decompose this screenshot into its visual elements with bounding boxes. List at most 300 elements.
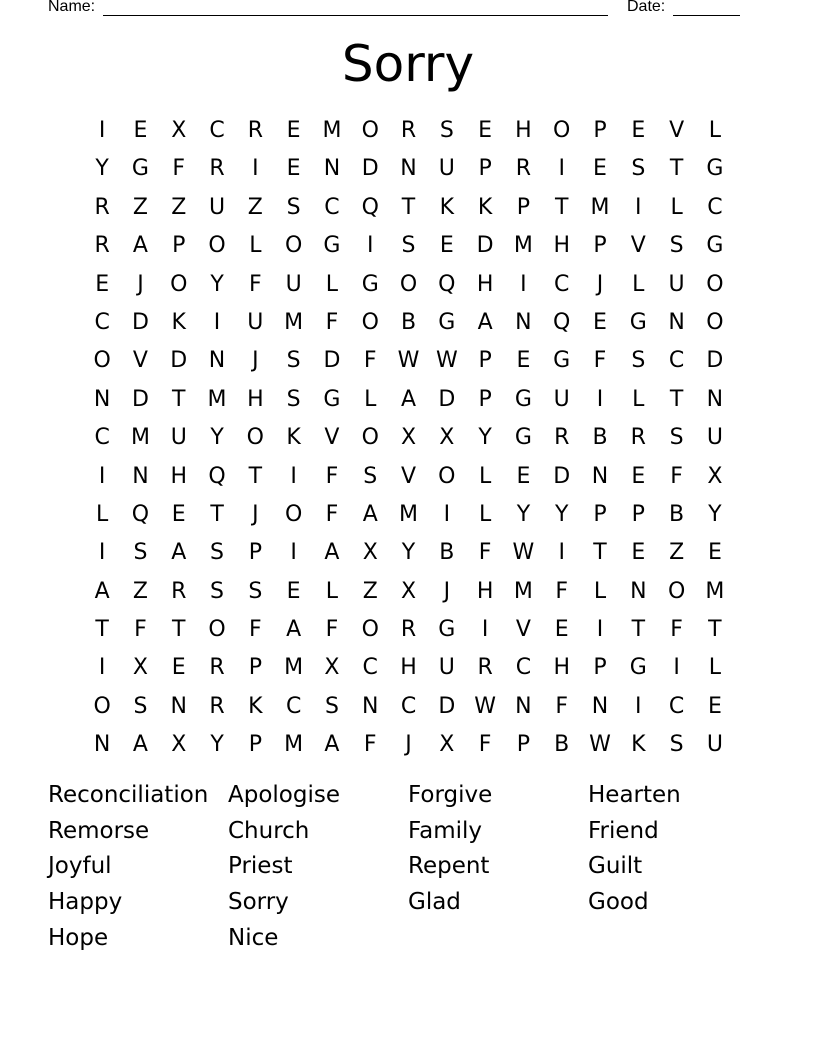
grid-letter[interactable]: A	[362, 501, 378, 527]
grid-letter[interactable]: F	[593, 348, 607, 374]
grid-letter[interactable]: D	[553, 463, 571, 489]
grid-letter[interactable]: H	[400, 655, 417, 681]
grid-letter[interactable]: S	[669, 233, 684, 259]
grid-letter[interactable]: Q	[361, 194, 379, 220]
grid-letter[interactable]: X	[362, 540, 378, 566]
grid-letter[interactable]: M	[513, 578, 533, 604]
grid-letter[interactable]: S	[669, 425, 684, 451]
grid-letter[interactable]: O	[208, 233, 226, 259]
grid-letter[interactable]: G	[438, 309, 456, 335]
grid-letter[interactable]: E	[286, 156, 301, 182]
grid-letter[interactable]: U	[208, 194, 226, 220]
grid-letter[interactable]: N	[515, 309, 532, 335]
grid-letter[interactable]: J	[252, 348, 259, 374]
grid-letter[interactable]: G	[629, 309, 647, 335]
grid-letter[interactable]: I	[596, 386, 604, 412]
grid-letter[interactable]: X	[400, 425, 417, 451]
grid-letter[interactable]: I	[596, 617, 604, 643]
grid-letter[interactable]: Z	[132, 194, 148, 220]
grid-letter[interactable]: R	[209, 655, 225, 681]
grid-letter[interactable]: E	[171, 655, 186, 681]
grid-letter[interactable]: F	[478, 540, 492, 566]
grid-letter[interactable]: O	[208, 617, 226, 643]
grid-letter[interactable]: O	[361, 309, 379, 335]
grid-letter[interactable]: F	[363, 348, 377, 374]
grid-letter[interactable]: P	[248, 655, 262, 681]
grid-row	[83, 342, 734, 380]
grid-letter[interactable]: T	[401, 194, 416, 220]
grid-letter[interactable]: F	[325, 501, 339, 527]
grid-letter[interactable]: I	[98, 118, 106, 143]
grid-letter[interactable]: S	[210, 578, 225, 604]
grid-letter[interactable]: E	[439, 233, 454, 259]
grid-letter[interactable]: W	[397, 348, 420, 374]
grid-letter[interactable]: D	[438, 386, 456, 412]
grid-letter[interactable]: H	[247, 386, 264, 412]
grid-letter[interactable]: F	[172, 156, 186, 182]
grid-letter[interactable]: Z	[132, 578, 148, 604]
grid-letter[interactable]: T	[669, 156, 684, 182]
grid-letter[interactable]: I	[558, 156, 565, 182]
grid-letter[interactable]: Q	[438, 271, 456, 297]
grid-letter[interactable]: O	[361, 118, 379, 143]
grid-letter[interactable]: P	[593, 233, 607, 259]
grid-letter[interactable]: P	[593, 655, 607, 681]
grid-letter[interactable]: N	[400, 156, 417, 182]
grid-letter[interactable]: L	[708, 655, 722, 681]
grid-letter[interactable]: D	[131, 386, 149, 412]
grid-letter[interactable]: N	[170, 693, 187, 719]
grid-letter[interactable]: L	[593, 578, 607, 604]
grid-letter[interactable]: G	[323, 233, 341, 259]
grid-letter[interactable]: F	[249, 617, 262, 643]
grid-letter[interactable]: V	[400, 463, 417, 489]
word-list-item: Friend	[588, 817, 659, 844]
grid-letter[interactable]: F	[555, 693, 569, 719]
grid-letter[interactable]: O	[553, 118, 571, 143]
grid-letter[interactable]: N	[208, 348, 226, 374]
grid-letter[interactable]: E	[631, 540, 646, 566]
grid-letter[interactable]: P	[593, 501, 607, 527]
grid-letter[interactable]: D	[323, 348, 341, 374]
grid-letter[interactable]: I	[290, 540, 297, 566]
grid-letter[interactable]: P	[516, 194, 531, 220]
grid-letter[interactable]: M	[130, 425, 150, 451]
grid-letter[interactable]: S	[324, 693, 339, 719]
grid-letter[interactable]: T	[631, 617, 646, 643]
grid-letter[interactable]: I	[290, 463, 297, 489]
grid-letter[interactable]: Q	[131, 501, 150, 527]
grid-letter[interactable]: L	[708, 118, 722, 143]
grid-letter[interactable]: G	[131, 156, 149, 182]
grid-letter[interactable]: D	[361, 156, 379, 182]
grid-letter[interactable]: P	[172, 233, 186, 259]
grid-letter[interactable]: X	[324, 655, 340, 681]
grid-letter[interactable]: A	[400, 386, 417, 412]
header-fields	[48, 0, 748, 20]
grid-letter[interactable]: P	[478, 156, 492, 182]
grid-letter[interactable]: E	[593, 309, 607, 335]
grid-letter[interactable]: H	[515, 118, 532, 143]
grid-letter[interactable]: O	[706, 309, 724, 335]
grid-letter[interactable]: K	[248, 693, 263, 719]
grid-letter[interactable]: P	[248, 540, 262, 566]
grid-letter[interactable]: J	[596, 271, 604, 297]
grid-letter[interactable]: G	[706, 233, 724, 259]
grid-letter[interactable]: Y	[401, 540, 416, 566]
grid-letter[interactable]: N	[132, 463, 149, 489]
grid-letter[interactable]: X	[707, 463, 723, 489]
grid-letter[interactable]: B	[439, 540, 455, 566]
grid-letter[interactable]: L	[670, 194, 683, 220]
grid-letter[interactable]: I	[673, 655, 680, 681]
grid-letter[interactable]: U	[247, 309, 264, 335]
grid-letter[interactable]: H	[553, 233, 570, 259]
grid-letter[interactable]: M	[322, 118, 342, 143]
grid-letter[interactable]: F	[478, 732, 492, 758]
grid-letter[interactable]: V	[630, 233, 646, 259]
grid-letter[interactable]: J	[443, 578, 451, 604]
grid-letter[interactable]: E	[707, 693, 722, 719]
grid-letter[interactable]: Y	[95, 156, 109, 182]
grid-letter[interactable]: Z	[171, 194, 187, 220]
grid-letter[interactable]: C	[707, 194, 723, 220]
grid-letter[interactable]: O	[361, 617, 379, 643]
grid-letter[interactable]: O	[438, 463, 456, 489]
grid-letter[interactable]: A	[324, 540, 340, 566]
grid-letter[interactable]: Y	[516, 501, 531, 527]
grid-letter[interactable]: U	[706, 425, 723, 451]
grid-letter[interactable]: S	[669, 732, 684, 758]
grid-letter[interactable]: A	[324, 732, 340, 758]
grid-letter[interactable]: I	[98, 655, 106, 681]
grid-letter[interactable]: F	[670, 463, 683, 489]
grid-letter[interactable]: J	[405, 732, 412, 758]
grid-letter[interactable]: P	[516, 732, 531, 758]
grid-letter[interactable]: Z	[669, 540, 685, 566]
grid-letter[interactable]: U	[438, 156, 455, 182]
grid-letter[interactable]: K	[439, 194, 455, 220]
grid-letter[interactable]: M	[284, 655, 304, 681]
grid-letter[interactable]: R	[630, 425, 646, 451]
grid-letter[interactable]: C	[94, 309, 110, 335]
grid-letter[interactable]: C	[285, 693, 302, 719]
grid-letter[interactable]: A	[94, 578, 110, 604]
grid-letter[interactable]: Y	[210, 425, 224, 451]
grid-letter[interactable]: N	[323, 156, 341, 182]
grid-letter[interactable]: L	[325, 578, 339, 604]
grid-letter[interactable]: K	[631, 732, 646, 758]
grid-letter[interactable]: R	[94, 194, 110, 220]
grid-letter[interactable]: X	[171, 732, 187, 758]
grid-letter[interactable]: G	[514, 425, 532, 451]
grid-letter[interactable]: B	[669, 501, 685, 527]
grid-letter[interactable]: I	[481, 617, 489, 643]
grid-letter[interactable]: Y	[210, 271, 224, 297]
grid-letter[interactable]: E	[631, 463, 646, 489]
grid-letter[interactable]: I	[558, 540, 565, 566]
grid-letter[interactable]: C	[400, 693, 417, 719]
grid-letter[interactable]: Z	[247, 194, 263, 220]
grid-letter[interactable]: E	[593, 156, 607, 182]
grid-letter[interactable]: L	[364, 386, 377, 412]
grid-letter[interactable]: O	[706, 271, 724, 297]
grid-letter[interactable]: D	[438, 693, 456, 719]
grid-letter[interactable]: A	[171, 540, 187, 566]
grid-letter[interactable]: S	[248, 578, 263, 604]
grid-letter[interactable]: L	[478, 463, 492, 489]
grid-letter[interactable]: T	[554, 194, 569, 220]
grid-letter[interactable]: W	[512, 540, 535, 566]
word-list-item: Glad	[408, 889, 461, 916]
grid-letter[interactable]: N	[93, 732, 111, 758]
grid-letter[interactable]: Y	[478, 425, 492, 451]
grid-letter[interactable]: C	[209, 118, 225, 143]
grid-letter[interactable]: I	[635, 693, 642, 719]
grid-letter[interactable]: N	[591, 463, 609, 489]
grid-letter[interactable]: S	[439, 118, 454, 143]
grid-letter[interactable]: F	[249, 271, 262, 297]
grid-letter[interactable]: V	[669, 118, 685, 143]
grid-letter[interactable]: D	[170, 348, 188, 374]
grid-letter[interactable]: X	[400, 578, 417, 604]
grid-letter[interactable]: L	[249, 233, 262, 259]
grid-letter[interactable]: N	[361, 693, 379, 719]
grid-letter[interactable]: H	[553, 655, 570, 681]
grid-letter[interactable]: Z	[362, 578, 378, 604]
grid-letter[interactable]: R	[171, 578, 187, 604]
grid-letter[interactable]: S	[631, 348, 646, 374]
grid-letter[interactable]: S	[363, 463, 378, 489]
grid-letter[interactable]: A	[132, 732, 148, 758]
grid-letter[interactable]: B	[400, 309, 417, 335]
grid-letter[interactable]: K	[286, 425, 301, 451]
grid-letter[interactable]: E	[286, 118, 301, 143]
grid-letter[interactable]: T	[95, 617, 109, 643]
grid-letter[interactable]: S	[133, 693, 148, 719]
grid-letter[interactable]: L	[632, 386, 645, 412]
grid-letter[interactable]: T	[248, 463, 263, 489]
grid-letter[interactable]: G	[438, 617, 456, 643]
grid-letter[interactable]: S	[133, 540, 148, 566]
grid-letter[interactable]: Y	[554, 501, 569, 527]
grid-letter[interactable]: D	[476, 233, 494, 259]
grid-letter[interactable]: X	[171, 118, 187, 143]
grid-letter[interactable]: O	[93, 693, 111, 719]
grid-letter[interactable]: D	[706, 348, 724, 374]
grid-letter[interactable]: G	[323, 386, 341, 412]
grid-letter[interactable]: R	[400, 118, 417, 143]
grid-letter[interactable]: A	[286, 617, 302, 643]
grid-letter[interactable]: P	[593, 118, 607, 143]
grid-letter[interactable]: I	[213, 309, 221, 335]
grid-letter[interactable]: G	[514, 386, 532, 412]
grid-letter[interactable]: X	[132, 655, 148, 681]
grid-row	[83, 227, 734, 265]
grid-letter[interactable]: F	[555, 578, 569, 604]
grid-letter[interactable]: O	[284, 233, 303, 259]
grid-letter[interactable]: F	[134, 617, 147, 643]
grid-letter[interactable]: Q	[208, 463, 226, 489]
grid-letter[interactable]: S	[401, 233, 416, 259]
grid-letter[interactable]: F	[670, 617, 683, 643]
grid-letter[interactable]: U	[706, 732, 723, 758]
grid-letter[interactable]: R	[209, 156, 225, 182]
grid-letter[interactable]: C	[94, 425, 110, 451]
grid-letter[interactable]: N	[93, 386, 111, 412]
name-blank-line[interactable]	[103, 15, 608, 16]
grid-letter[interactable]: B	[592, 425, 608, 451]
grid-letter[interactable]: E	[707, 540, 722, 566]
grid-letter[interactable]: Y	[210, 732, 224, 758]
word-list-item: Forgive	[408, 782, 493, 808]
grid-letter[interactable]: M	[399, 501, 419, 527]
grid-letter[interactable]: T	[708, 617, 722, 643]
grid-letter[interactable]: C	[362, 655, 378, 681]
grid-letter[interactable]: K	[171, 309, 186, 335]
grid-letter[interactable]: D	[131, 309, 149, 335]
grid-letter[interactable]: N	[706, 386, 724, 412]
grid-letter[interactable]: M	[590, 194, 610, 220]
grid-letter[interactable]: F	[325, 309, 339, 335]
grid-letter[interactable]: S	[631, 156, 646, 182]
grid-letter[interactable]: L	[96, 501, 109, 527]
grid-letter[interactable]: M	[207, 386, 227, 412]
grid-letter[interactable]: T	[669, 386, 684, 412]
grid-letter[interactable]: F	[325, 617, 339, 643]
grid-letter[interactable]: I	[520, 271, 527, 297]
grid-letter[interactable]: R	[247, 118, 263, 143]
grid-letter[interactable]: E	[171, 501, 186, 527]
grid-letter[interactable]: R	[209, 693, 225, 719]
grid-letter[interactable]: R	[400, 617, 417, 643]
grid-letter[interactable]: U	[285, 271, 302, 297]
grid-letter[interactable]: H	[476, 271, 494, 297]
grid-letter[interactable]: M	[705, 578, 725, 604]
word-list-item: Happy	[48, 889, 123, 916]
grid-letter[interactable]: A	[477, 309, 493, 335]
grid-letter[interactable]: S	[210, 540, 225, 566]
grid-letter[interactable]: O	[284, 501, 303, 527]
grid-letter[interactable]: L	[325, 271, 339, 297]
grid-letter[interactable]: U	[438, 655, 455, 681]
grid-letter[interactable]: I	[443, 501, 451, 527]
grid-letter[interactable]: S	[286, 194, 301, 220]
grid-letter[interactable]: E	[516, 463, 531, 489]
grid-letter[interactable]: L	[632, 271, 645, 297]
grid-letter[interactable]: V	[324, 425, 340, 451]
grid-letter[interactable]: P	[248, 732, 262, 758]
grid-letter[interactable]: F	[325, 463, 339, 489]
grid-letter[interactable]: G	[629, 655, 647, 681]
grid-letter[interactable]: P	[478, 348, 492, 374]
grid-letter[interactable]: R	[477, 655, 493, 681]
grid-letter[interactable]: I	[635, 194, 642, 220]
grid-letter[interactable]: W	[435, 348, 458, 374]
grid-letter[interactable]: G	[361, 271, 379, 297]
grid-letter[interactable]: P	[478, 386, 492, 412]
grid-letter[interactable]: U	[668, 271, 685, 297]
grid-letter[interactable]: F	[363, 732, 377, 758]
grid-letter[interactable]: C	[668, 348, 685, 374]
grid-letter[interactable]: O	[361, 425, 379, 451]
grid-letter[interactable]: I	[366, 233, 374, 259]
grid-letter[interactable]: O	[667, 578, 686, 604]
grid-letter[interactable]: O	[93, 348, 111, 374]
grid-letter[interactable]: M	[284, 309, 304, 335]
grid-letter[interactable]: E	[95, 271, 110, 297]
grid-letter[interactable]: G	[706, 156, 724, 182]
grid-letter[interactable]: Y	[708, 501, 722, 527]
grid-letter[interactable]: E	[133, 118, 148, 143]
grid-letter[interactable]: E	[286, 578, 301, 604]
grid-letter[interactable]: T	[172, 617, 186, 643]
grid-letter[interactable]: X	[439, 732, 455, 758]
grid-letter[interactable]: H	[476, 578, 494, 604]
grid-row	[83, 649, 734, 687]
grid-letter[interactable]: O	[246, 425, 264, 451]
grid-letter[interactable]: A	[132, 233, 148, 259]
word-list-item: Nice	[228, 924, 279, 951]
date-blank-line[interactable]	[673, 15, 740, 16]
grid-letter[interactable]: X	[439, 425, 455, 451]
grid-letter[interactable]: L	[478, 501, 492, 527]
grid-letter[interactable]: R	[515, 156, 532, 182]
grid-letter[interactable]: I	[98, 540, 106, 566]
grid-letter[interactable]: N	[630, 578, 647, 604]
grid-letter[interactable]: J	[252, 501, 259, 527]
grid-letter[interactable]: W	[474, 693, 496, 719]
grid-letter[interactable]: N	[515, 693, 532, 719]
grid-letter[interactable]: N	[591, 693, 609, 719]
grid-letter[interactable]: J	[137, 271, 144, 297]
grid-letter[interactable]: P	[631, 501, 645, 527]
grid-letter[interactable]: E	[516, 348, 531, 374]
grid-letter[interactable]: S	[286, 386, 301, 412]
grid-letter[interactable]: W	[589, 732, 611, 758]
grid-letter[interactable]: C	[668, 693, 685, 719]
grid-letter[interactable]: M	[513, 233, 533, 259]
grid-letter[interactable]: T	[210, 501, 224, 527]
grid-letter[interactable]: C	[554, 271, 570, 297]
grid-letter[interactable]: C	[515, 655, 532, 681]
grid-letter[interactable]: B	[554, 732, 570, 758]
grid-letter[interactable]: U	[553, 386, 570, 412]
grid-letter[interactable]: U	[170, 425, 187, 451]
grid-letter[interactable]: Q	[553, 309, 571, 335]
grid-letter[interactable]: E	[478, 118, 493, 143]
grid-letter[interactable]: V	[515, 617, 531, 643]
grid-letter[interactable]: E	[554, 617, 569, 643]
grid-letter[interactable]: O	[399, 271, 418, 297]
grid-letter[interactable]: I	[98, 463, 106, 489]
grid-letter[interactable]: I	[252, 156, 259, 182]
grid-letter[interactable]: K	[477, 194, 493, 220]
grid-letter[interactable]: O	[170, 271, 188, 297]
grid-letter[interactable]: V	[132, 348, 148, 374]
grid-letter[interactable]: E	[631, 118, 646, 143]
grid-letter[interactable]: S	[286, 348, 301, 374]
grid-letter[interactable]: H	[170, 463, 188, 489]
grid-letter[interactable]: C	[324, 194, 340, 220]
grid-letter[interactable]: M	[284, 732, 304, 758]
grid-letter[interactable]: T	[172, 386, 186, 412]
grid-letter[interactable]: G	[553, 348, 571, 374]
grid-letter[interactable]: T	[593, 540, 607, 566]
grid-letter[interactable]: R	[94, 233, 110, 259]
grid-letter[interactable]: R	[554, 425, 570, 451]
grid-letter[interactable]: N	[668, 309, 685, 335]
